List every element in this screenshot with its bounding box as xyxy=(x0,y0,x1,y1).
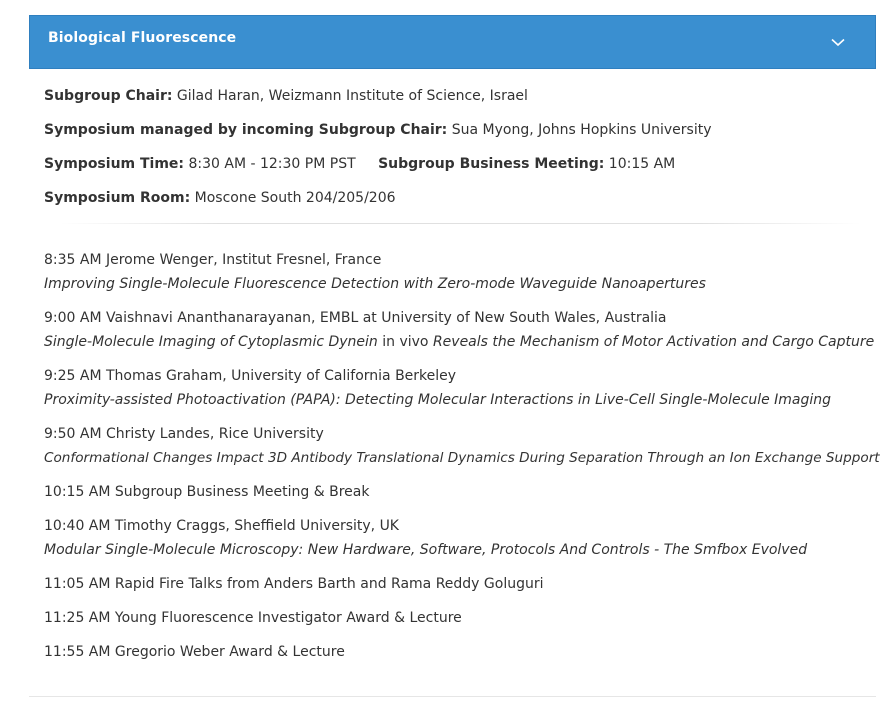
talk-title-part: in vivo xyxy=(377,334,433,350)
schedule-item xyxy=(44,364,876,412)
schedule-list xyxy=(44,248,880,664)
talk-time-speaker: 9:00 AM Vaishnavi Ananthanarayanan, EMBL at University of New South Wales, Australia xyxy=(44,310,667,326)
chair-value: Gilad Haran, Weizmann Institute of Science, Israel xyxy=(176,88,528,104)
talk-time-speaker: 10:40 AM Timothy Craggs, Sheffield University, UK xyxy=(44,518,399,534)
schedule-item xyxy=(44,306,876,354)
accordion-header[interactable] xyxy=(29,15,876,69)
meeting-label: Subgroup Business Meeting: xyxy=(378,156,605,172)
symposium-info xyxy=(44,87,876,208)
schedule-item xyxy=(44,606,876,630)
divider xyxy=(59,223,861,224)
talk-title-part: Single-Molecule Imaging of Cytoplasmic Dynein xyxy=(44,334,378,350)
chevron-down-icon[interactable] xyxy=(831,35,845,49)
talk-title-part: Reveals the Mechanism of Motor Activation and Cargo Capture xyxy=(432,334,875,350)
accordion-panel xyxy=(29,15,880,674)
talk-title: Conformational Changes Impact 3D Antibody Translational Dynamics During Separation Through an Ion Exchange Support xyxy=(44,450,880,466)
schedule-item xyxy=(44,640,876,664)
talk-time-speaker: 11:55 AM Gregorio Weber Award & Lecture xyxy=(44,644,345,660)
talk-title: Improving Single-Molecule Fluorescence Detection with Zero-mode Waveguide Nanoapertures xyxy=(44,276,706,292)
chair-label: Subgroup Chair: xyxy=(44,88,173,104)
talk-title: Modular Single-Molecule Microscopy: New Hardware, Software, Protocols And Controls - The Smfbox Evolved xyxy=(44,542,808,558)
talk-time-speaker: 10:15 AM Subgroup Business Meeting & Break xyxy=(44,484,370,500)
talk-time-speaker: 9:50 AM Christy Landes, Rice University xyxy=(44,426,324,442)
time-label: Symposium Time: xyxy=(44,156,185,172)
schedule-item xyxy=(44,514,876,562)
schedule-item xyxy=(44,422,880,470)
schedule-item xyxy=(44,572,876,596)
managed-value: Sua Myong, Johns Hopkins University xyxy=(451,122,712,138)
time-line xyxy=(44,155,876,174)
talk-time-speaker: 9:25 AM Thomas Graham, University of California Berkeley xyxy=(44,368,457,384)
room-line xyxy=(44,189,876,208)
talk-title: Proximity-assisted Photoactivation (PAPA): Detecting Molecular Interactions in Live-Cell Single-Molecule Imaging xyxy=(44,392,832,408)
bottom-divider xyxy=(29,696,876,697)
schedule-item xyxy=(44,248,876,296)
chair-line xyxy=(44,87,876,106)
meeting-value: 10:15 AM xyxy=(608,156,676,172)
accordion-title: Biological Fluorescence xyxy=(48,30,237,46)
managed-label: Symposium managed by incoming Subgroup Chair: xyxy=(44,122,448,138)
room-label: Symposium Room: xyxy=(44,190,191,206)
room-value: Moscone South 204/205/206 xyxy=(194,190,396,206)
managed-line xyxy=(44,121,876,140)
talk-time-speaker: 11:05 AM Rapid Fire Talks from Anders Barth and Rama Reddy Goluguri xyxy=(44,576,544,592)
talk-time-speaker: 8:35 AM Jerome Wenger, Institut Fresnel, France xyxy=(44,252,382,268)
talk-title xyxy=(44,330,876,354)
time-value: 8:30 AM - 12:30 PM PST xyxy=(188,156,356,172)
schedule-item xyxy=(44,480,876,504)
accordion-body xyxy=(29,69,880,664)
talk-time-speaker: 11:25 AM Young Fluorescence Investigator Award & Lecture xyxy=(44,610,462,626)
